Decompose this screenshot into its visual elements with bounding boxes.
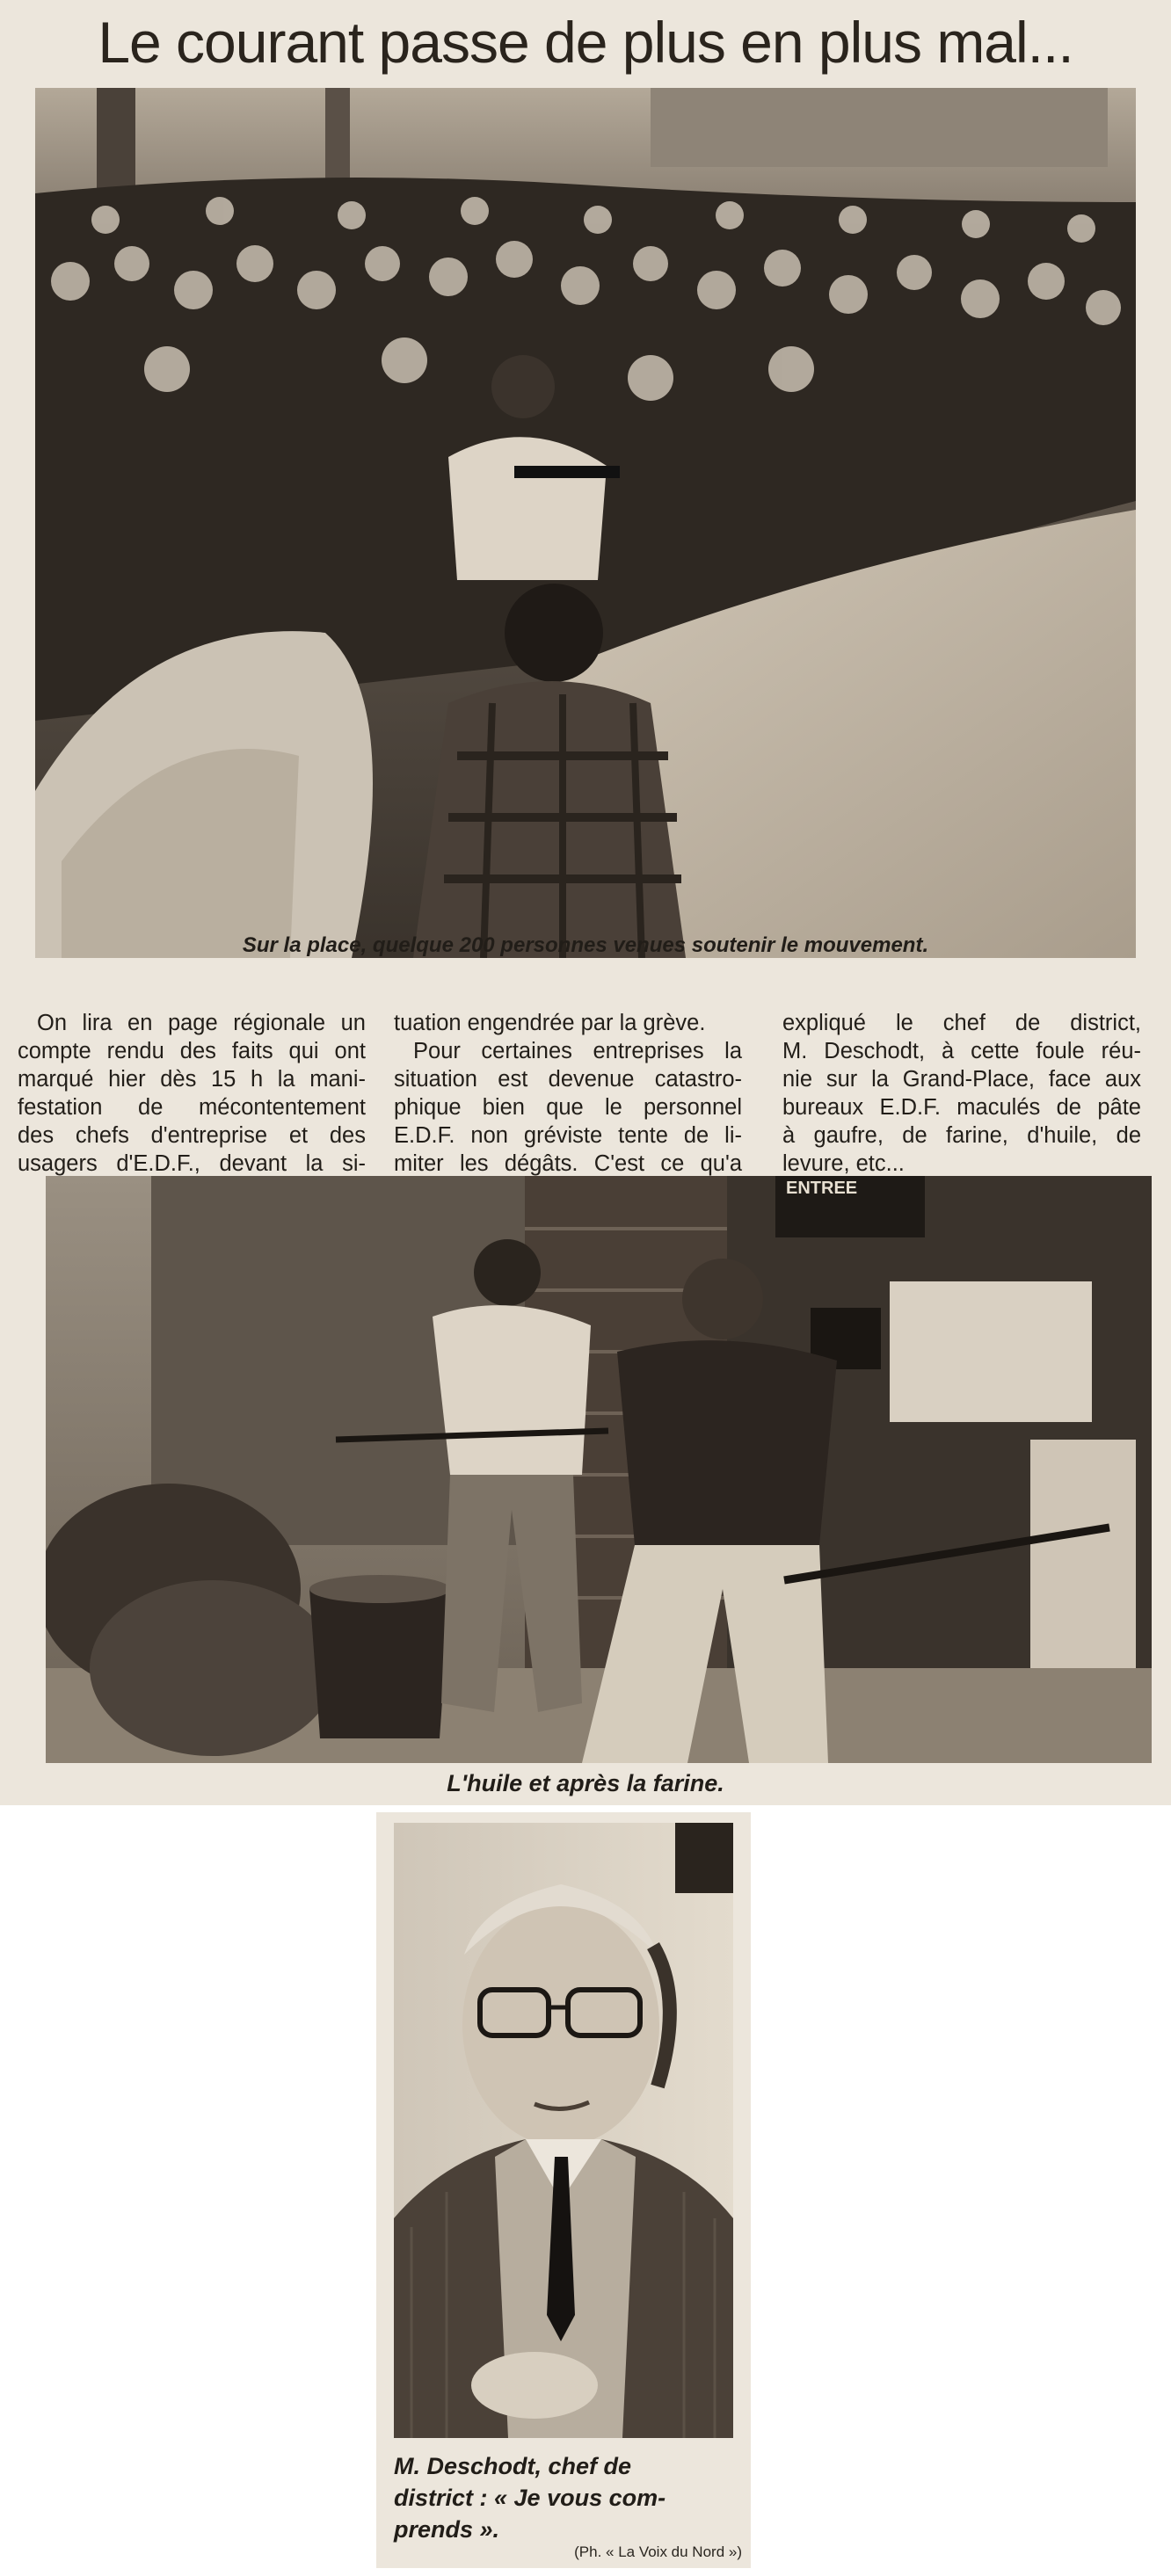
body-line: E.D.F. non gréviste tente de li- bbox=[394, 1123, 742, 1148]
crowd-photo bbox=[35, 88, 1136, 958]
body-line: Pour certaines entreprises la bbox=[413, 1039, 742, 1063]
body-column-2 bbox=[394, 1009, 742, 1178]
portrait-caption-line: district : « Je vous com- bbox=[394, 2485, 666, 2511]
body-column-1 bbox=[18, 1009, 366, 1178]
body-line: miter les dégâts. C'est ce qu'a bbox=[394, 1151, 742, 1176]
crowd-photo-caption: Sur la place, quelque 200 personnes venues soutenir le mouvement. bbox=[242, 933, 929, 957]
oil-flour-photo bbox=[46, 1176, 1152, 1763]
body-line: situation est devenue catastro- bbox=[394, 1067, 742, 1092]
body-line: M. Deschodt, à cette foule réu- bbox=[782, 1039, 1141, 1063]
article-body bbox=[18, 1009, 1153, 1176]
oil-flour-photo-caption: L'huile et après la farine. bbox=[447, 1770, 724, 1796]
entree-sign-text: ENTREE bbox=[786, 1179, 858, 1198]
body-line: marqué hier dès 15 h la mani- bbox=[18, 1067, 366, 1092]
portrait-caption bbox=[394, 2450, 746, 2545]
portrait-caption-line: prends ». bbox=[394, 2516, 500, 2543]
body-line: levure, etc... bbox=[782, 1151, 905, 1176]
body-line: On lira en page régionale un bbox=[37, 1011, 366, 1035]
body-column-3 bbox=[782, 1009, 1141, 1178]
body-line: tuation engendrée par la grève. bbox=[394, 1011, 706, 1035]
body-line: compte rendu des faits qui ont bbox=[18, 1039, 366, 1063]
portrait-clipping bbox=[376, 1812, 751, 2568]
portrait-caption-line: M. Deschodt, chef de bbox=[394, 2453, 632, 2479]
body-line: festation de mécontentement bbox=[18, 1095, 366, 1120]
body-line: phique bien que le personnel bbox=[394, 1095, 742, 1120]
body-line: expliqué le chef de district, bbox=[782, 1011, 1141, 1035]
body-line: des chefs d'entreprise et des bbox=[18, 1123, 366, 1148]
deschodt-portrait-photo bbox=[394, 1823, 733, 2438]
body-line: bureaux E.D.F. maculés de pâte bbox=[782, 1095, 1141, 1120]
article-headline: Le courant passe de plus en plus mal... bbox=[98, 10, 1073, 75]
body-line: à gaufre, de farine, d'huile, de bbox=[782, 1123, 1141, 1148]
photo-credit: (Ph. « La Voix du Nord ») bbox=[574, 2543, 742, 2560]
body-line: usagers d'E.D.F., devant la si- bbox=[18, 1151, 366, 1176]
body-line: nie sur la Grand-Place, face aux bbox=[782, 1067, 1141, 1092]
